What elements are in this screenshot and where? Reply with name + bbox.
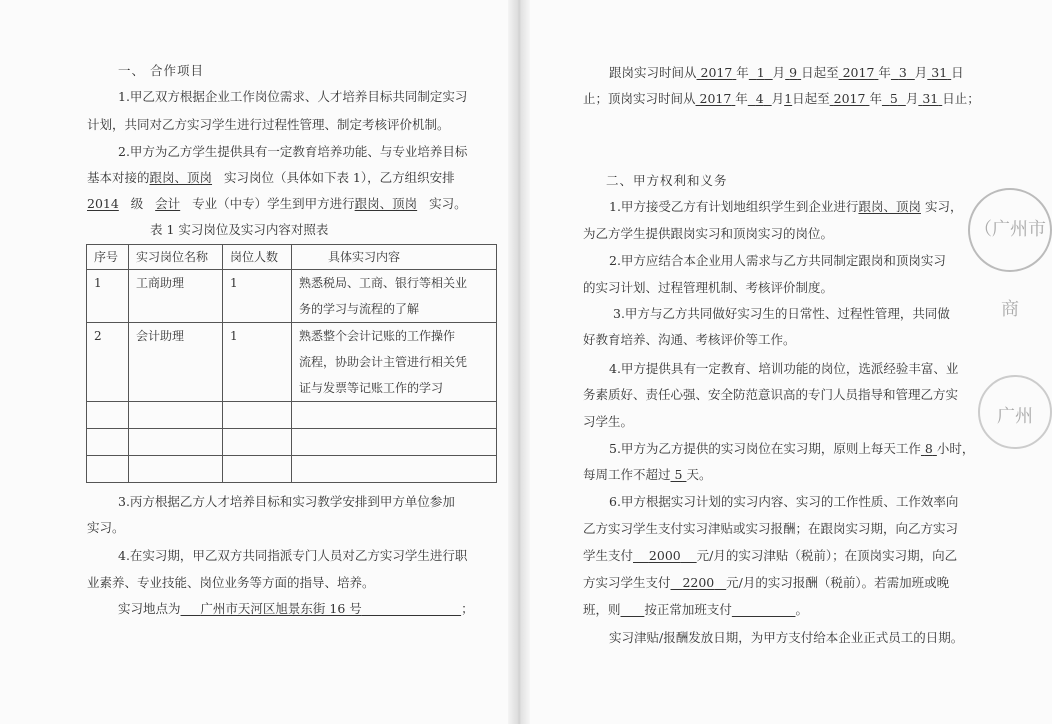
underlined-field: 跟岗、顶岗 — [858, 199, 921, 214]
location-line — [118, 601, 474, 617]
text: ； — [461, 601, 474, 616]
right-para-5-line-1: 5.甲方为乙方提供的实习岗位在实习期，原则上每天工作 8 小时， — [609, 441, 975, 456]
right-para-6-line-1: 6.甲方根据实习计划的实习内容、实习的工作性质、工作效率向 — [609, 494, 959, 509]
paragraph-4-line-2: 业素养、专业技能、岗位业务等方面的指导、培养。 — [87, 575, 375, 590]
table-row-empty — [87, 456, 497, 483]
paragraph-2-line-3 — [87, 196, 467, 212]
row-number: 2 — [87, 323, 129, 402]
text: 基本对接的 — [87, 170, 150, 185]
table-header-row — [87, 245, 497, 270]
section-heading-cooperation: 一、 合作项目 — [118, 63, 204, 78]
paragraph-2-line-2 — [87, 170, 455, 186]
right-para-2-line-2: 的实习计划、过程管理机制、考核评价制度。 — [583, 280, 834, 295]
right-para-4-line-2: 务素质好、责任心强、安全防范意识高的专门人员指导和管理乙方实 — [583, 387, 959, 402]
table-row-empty — [87, 402, 497, 429]
table-caption: 表 1 实习岗位及实习内容对照表 — [150, 222, 329, 237]
right-para-3-line-1: 3.甲方与乙方共同做好实习生的日常性、过程性管理，共同做 — [613, 306, 950, 321]
paragraph-2-line-1: 2.甲方为乙方学生提供具有一定教育培养功能、与专业培养目标 — [118, 144, 468, 159]
content-line: 证与发票等记账工作的学习 — [299, 381, 444, 395]
table-row-empty — [87, 429, 497, 456]
header-cell: 岗位人数 — [223, 245, 292, 270]
right-para-1-line-2: 为乙方学生提供跟岗实习和顶岗实习的岗位。 — [583, 226, 834, 241]
position-content — [292, 323, 497, 402]
row-number: 1 — [87, 270, 129, 323]
content-line: 熟悉税局、工商、银行等相关业 — [299, 276, 468, 290]
right-para-3-line-2: 好教育培养、沟通、考核评价等工作。 — [583, 332, 796, 347]
header-cell: 具体实习内容 — [292, 245, 497, 270]
location-value: 广州市天河区旭景东街 16 号 — [200, 601, 362, 616]
right-para-4-line-3: 习学生。 — [583, 414, 634, 429]
content-line: 熟悉整个会计记账的工作操作 — [299, 329, 456, 343]
text: 级 — [130, 196, 144, 211]
paragraph-3-line-2: 实习。 — [87, 520, 125, 535]
section-heading-rights: 二、甲方权利和义务 — [606, 173, 728, 188]
right-para-2-line-1: 2.甲方应结合本企业用人需求与乙方共同制定跟岗和顶岗实习 — [609, 253, 946, 268]
position-content — [292, 270, 497, 323]
position-count: 1 — [223, 323, 292, 402]
header-cell: 序号 — [87, 245, 129, 270]
paragraph-1-line-1: 1.甲乙双方根据企业工作岗位需求、人才培养目标共同制定实习 — [118, 89, 468, 104]
content-line: 务的学习与流程的了解 — [299, 302, 420, 316]
right-para-5-line-2: 每周工作不超过 5 天。 — [583, 467, 712, 482]
major-field: 会计 — [155, 196, 181, 211]
right-para-6-line-4: 方实习学生支付 2200 元/月的实习报酬（税前）。若需加班或晚 — [583, 575, 950, 590]
paragraph-1-line-2: 计划，共同对乙方实习学生进行过程性管理、制定考核评价机制。 — [87, 117, 450, 132]
position-name: 会计助理 — [129, 323, 223, 402]
header-cell: 实习岗位名称 — [129, 245, 223, 270]
shadow-internship-period: 跟岗实习时间从 2017 年 1 月 9 日起至 2017 年 3 月 31 日 — [609, 65, 964, 80]
right-para-6-line-5: 班，则 按正常加班支付 。 — [583, 602, 808, 617]
table-row — [87, 270, 497, 323]
right-para-6-line-2: 乙方实习学生支付实习津贴或实习报酬；在跟岗实习期，向乙方实习 — [583, 521, 959, 536]
position-count: 1 — [223, 270, 292, 323]
right-para-7: 实习津贴/报酬发放日期，为甲方支付给本企业正式员工的日期。 — [609, 630, 964, 645]
underlined-field: 跟岗、顶岗 — [354, 196, 418, 211]
official-seal-stamp: （广州市商 — [968, 188, 1052, 272]
location-label: 实习地点为 — [118, 601, 181, 616]
content-line: 流程，协助会计主管进行相关凭 — [299, 355, 468, 369]
page-spine — [508, 0, 530, 724]
position-name: 工商助理 — [129, 270, 223, 323]
year-field: 2014 — [87, 196, 119, 211]
right-para-4-line-1: 4.甲方提供具有一定教育、培训功能的岗位，选派经验丰富、业 — [609, 361, 959, 376]
right-para-6-line-3: 学生支付 2000 元/月的实习津贴（税前）；在顶岗实习期，向乙 — [583, 548, 958, 563]
post-internship-period: 止；顶岗实习时间从 2017 年 4 月1日起至 2017 年 5 月 31 日止； — [583, 91, 980, 106]
underlined-field: 跟岗、顶岗 — [149, 170, 213, 185]
official-seal-stamp-2: 广州 — [978, 375, 1052, 449]
paragraph-4-line-1: 4.在实习期，甲乙双方共同指派专门人员对乙方实习学生进行职 — [118, 548, 468, 563]
text: 专业（中专）学生到甲方进行 — [192, 196, 355, 211]
right-para-1-line-1: 1.甲方接受乙方有计划地组织学生到企业进行跟岗、顶岗 实习， — [609, 199, 963, 214]
text: 实习岗位（具体如下表 1），乙方组织安排 — [223, 170, 455, 185]
paragraph-3-line-1: 3.丙方根据乙方人才培养目标和实习教学安排到甲方单位参加 — [118, 494, 455, 509]
text: 实习。 — [429, 196, 467, 211]
table-row — [87, 323, 497, 402]
internship-positions-table — [86, 244, 497, 483]
